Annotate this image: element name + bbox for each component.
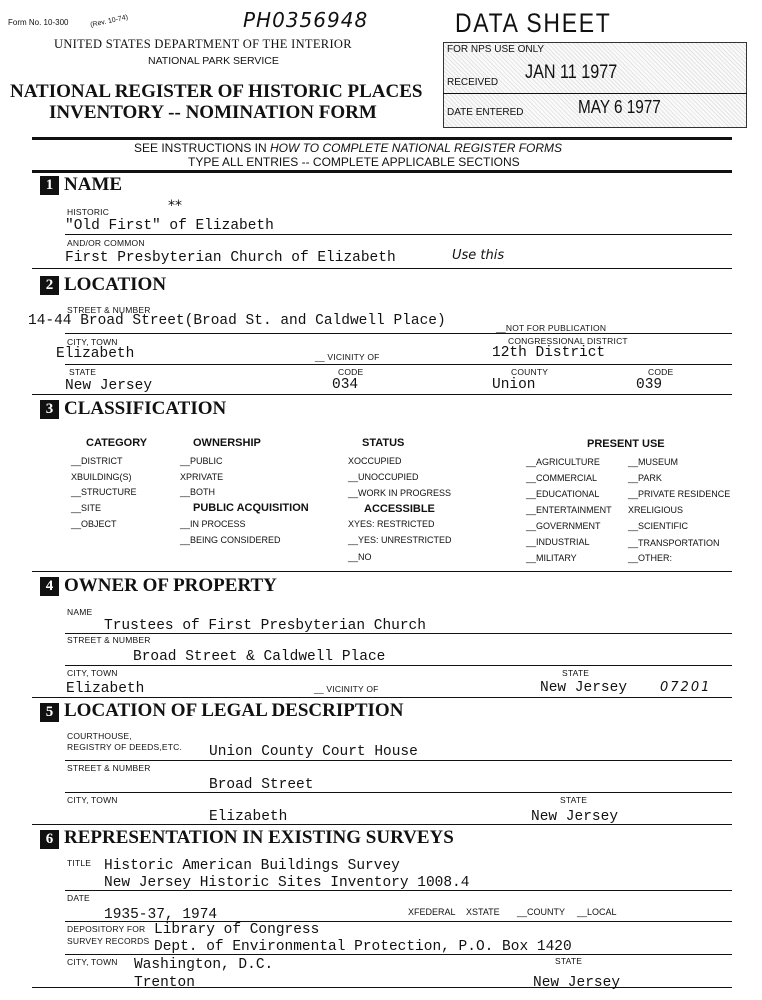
use-government: __GOVERNMENT	[526, 521, 601, 531]
survey-date-label: DATE	[67, 893, 90, 903]
survey-city-label: CITY, TOWN	[67, 957, 118, 967]
legal-city-value: Elizabeth	[209, 809, 288, 825]
state-code-label: CODE	[338, 367, 364, 377]
use-scientific: __SCIENTIFIC	[628, 521, 689, 531]
not-for-publication: __NOT FOR PUBLICATION	[496, 323, 607, 333]
depository-value-1: Library of Congress	[154, 922, 320, 938]
use-religious: XRELIGIOUS	[628, 505, 684, 515]
owner-state-label: STATE	[562, 668, 590, 678]
nps-use-label: FOR NPS USE ONLY	[447, 44, 545, 55]
courthouse-line	[65, 760, 732, 761]
section-3-number: 3	[40, 400, 59, 419]
common-name-value: First Presbyterian Church of Elizabeth	[65, 250, 396, 266]
section-3-bottom-rule	[32, 571, 732, 572]
location-street-value: 14-44 Broad Street(Broad St. and Caldwell Place)	[28, 313, 446, 329]
section-5-number: 5	[40, 703, 59, 722]
city-town-label: CITY, TOWN	[67, 337, 118, 347]
ownership-heading: OWNERSHIP	[193, 437, 261, 449]
survey-records-label: SURVEY RECORDS	[67, 936, 150, 946]
legal-street-label: STREET & NUMBER	[67, 763, 151, 773]
survey-title-label: TITLE	[67, 858, 92, 868]
use-park: __PARK	[628, 473, 662, 483]
survey-city-value-2: Trenton	[134, 975, 195, 991]
legal-city-label: CITY, TOWN	[67, 795, 118, 805]
header-rule	[32, 137, 732, 140]
category-structure: __STRUCTURE	[71, 487, 137, 497]
section-1-bottom-rule	[32, 268, 732, 269]
section-1-number: 1	[40, 176, 59, 195]
use-entertainment: __ENTERTAINMENT	[526, 505, 612, 515]
use-museum: __MUSEUM	[628, 457, 679, 467]
instructions-line1: SEE INSTRUCTIONS IN HOW TO COMPLETE NATIONAL REGISTER FORMS	[134, 141, 563, 155]
use-private-residence: __PRIVATE RESIDENCE	[628, 489, 731, 499]
handwritten-note: Use this	[452, 248, 505, 263]
vicinity-of-label: __ VICINITY OF	[315, 352, 380, 362]
survey-title-value-2: New Jersey Historic Sites Inventory 1008.4	[104, 875, 470, 891]
date-entered-label: DATE ENTERED	[447, 107, 524, 118]
city-line	[65, 364, 732, 365]
common-name-label: AND/OR COMMON	[67, 238, 145, 248]
section-6-number: 6	[40, 830, 59, 849]
section-2-bottom-rule	[32, 394, 732, 395]
depository-label: DEPOSITORY FOR	[67, 924, 146, 934]
status-heading: STATUS	[362, 437, 405, 449]
ownership-private: XPRIVATE	[180, 472, 224, 482]
survey-state: XSTATE	[466, 907, 500, 917]
county-code-value: 039	[636, 377, 663, 393]
use-other: __OTHER:	[628, 553, 673, 563]
use-agriculture: __AGRICULTURE	[526, 457, 600, 467]
owner-vicinity-label: __ VICINITY OF	[314, 684, 379, 694]
legal-state-value: New Jersey	[531, 809, 619, 825]
section-4-number: 4	[40, 577, 59, 596]
owner-name-line	[65, 633, 732, 634]
category-site: __SITE	[71, 503, 102, 513]
owner-city-label: CITY, TOWN	[67, 668, 118, 678]
survey-local: __LOCAL	[577, 907, 617, 917]
section-3-title: CLASSIFICATION	[64, 398, 227, 419]
county-label: COUNTY	[511, 367, 549, 377]
use-military: __MILITARY	[526, 553, 577, 563]
accessible-yes-unrestricted: __YES: UNRESTRICTED	[348, 535, 452, 545]
survey-state-label: STATE	[555, 956, 583, 966]
data-sheet-stamp: DATA SHEET	[455, 8, 612, 38]
legal-state-label: STATE	[560, 795, 588, 805]
acquisition-in-process: __IN PROCESS	[180, 519, 246, 529]
historic-label: HISTORIC	[67, 207, 110, 217]
location-city-value: Elizabeth	[56, 346, 135, 362]
survey-state-value: New Jersey	[533, 975, 621, 991]
street-number-label: STREET & NUMBER	[67, 305, 151, 315]
survey-federal: XFEDERAL	[408, 907, 456, 917]
section-2-number: 2	[40, 276, 59, 295]
accessible-heading: ACCESSIBLE	[364, 503, 435, 515]
owner-city-value: Elizabeth	[66, 681, 145, 697]
ownership-public: __PUBLIC	[180, 456, 223, 466]
survey-title-value-1: Historic American Buildings Survey	[104, 858, 400, 874]
accessible-yes-restricted: XYES: RESTRICTED	[348, 519, 435, 529]
received-label: RECEIVED	[447, 77, 499, 88]
ownership-both: __BOTH	[180, 487, 216, 497]
form-title-line1: NATIONAL REGISTER OF HISTORIC PLACES	[10, 81, 423, 102]
registry-label: REGISTRY OF DEEDS,ETC.	[67, 742, 183, 752]
present-use-heading: PRESENT USE	[587, 438, 665, 450]
survey-title-line	[65, 890, 732, 891]
county-value: Union	[492, 377, 536, 393]
legal-street-value: Broad Street	[209, 777, 314, 793]
owner-street-line	[65, 665, 732, 666]
category-heading: CATEGORY	[86, 437, 148, 449]
status-unoccupied: __UNOCCUPIED	[348, 472, 419, 482]
legal-street-line	[65, 792, 732, 793]
nps-box-divider	[443, 93, 747, 94]
depository-value-2: Dept. of Environmental Protection, P.O. Box 1420	[154, 939, 572, 955]
handwritten-asterisk-mark: **	[168, 198, 182, 214]
state-label: STATE	[69, 367, 97, 377]
survey-county: __COUNTY	[517, 907, 566, 917]
date-entered-value: MAY 6 1977	[578, 97, 661, 117]
form-revision: (Rev. 10-74)	[89, 14, 129, 29]
location-state-value: New Jersey	[65, 378, 153, 394]
historic-name-value: "Old First" of Elizabeth	[65, 218, 274, 234]
owner-state-value: New Jersey	[540, 680, 628, 696]
use-commercial: __COMMERCIAL	[526, 473, 598, 483]
courthouse-label: COURTHOUSE,	[67, 731, 132, 741]
congressional-district-value: 12th District	[492, 345, 606, 361]
form-number: Form No. 10-300	[8, 18, 69, 27]
congressional-district-label: CONGRESSIONAL DISTRICT	[508, 336, 628, 346]
public-acquisition-heading: PUBLIC ACQUISITION	[193, 502, 309, 514]
section-2-title: LOCATION	[64, 274, 167, 295]
accessible-no: __NO	[348, 552, 372, 562]
category-buildings: XBUILDING(S)	[71, 472, 132, 482]
depository-line	[65, 954, 732, 955]
service-name: NATIONAL PARK SERVICE	[148, 55, 279, 67]
received-date: JAN 11 1977	[525, 62, 618, 83]
historic-line	[65, 234, 732, 235]
handwritten-zip: 07201	[660, 680, 712, 695]
form-title-line2: INVENTORY -- NOMINATION FORM	[49, 102, 377, 123]
section-5-bottom-rule	[32, 824, 732, 825]
section-1-title: NAME	[64, 174, 123, 195]
owner-name-value: Trustees of First Presbyterian Church	[104, 618, 426, 634]
owner-name-label: NAME	[67, 607, 93, 617]
handwritten-reference-id: PH0356948	[243, 8, 369, 32]
category-object: __OBJECT	[71, 519, 117, 529]
use-transportation: __TRANSPORTATION	[628, 538, 720, 548]
section-4-title: OWNER OF PROPERTY	[64, 575, 277, 596]
survey-date-value: 1935-37, 1974	[104, 907, 218, 923]
owner-street-value: Broad Street & Caldwell Place	[133, 649, 386, 665]
use-educational: __EDUCATIONAL	[526, 489, 600, 499]
state-code-value: 034	[332, 377, 359, 393]
category-district: __DISTRICT	[71, 456, 123, 466]
street-line	[65, 333, 732, 334]
section-4-bottom-rule	[32, 697, 732, 698]
section-6-title: REPRESENTATION IN EXISTING SURVEYS	[64, 827, 454, 848]
instructions-rule	[32, 170, 732, 173]
status-occupied: XOCCUPIED	[348, 456, 402, 466]
section-6-bottom-rule	[32, 987, 732, 988]
use-industrial: __INDUSTRIAL	[526, 537, 590, 547]
agency-name: UNITED STATES DEPARTMENT OF THE INTERIOR	[54, 37, 352, 51]
status-work-in-progress: __WORK IN PROGRESS	[348, 488, 452, 498]
section-5-title: LOCATION OF LEGAL DESCRIPTION	[64, 700, 404, 721]
instructions-line2: TYPE ALL ENTRIES -- COMPLETE APPLICABLE SECTIONS	[188, 155, 520, 169]
acquisition-being-considered: __BEING CONSIDERED	[180, 535, 281, 545]
county-code-label: CODE	[648, 367, 674, 377]
survey-city-value-1: Washington, D.C.	[134, 957, 274, 973]
courthouse-value: Union County Court House	[209, 744, 418, 760]
owner-street-label: STREET & NUMBER	[67, 635, 151, 645]
